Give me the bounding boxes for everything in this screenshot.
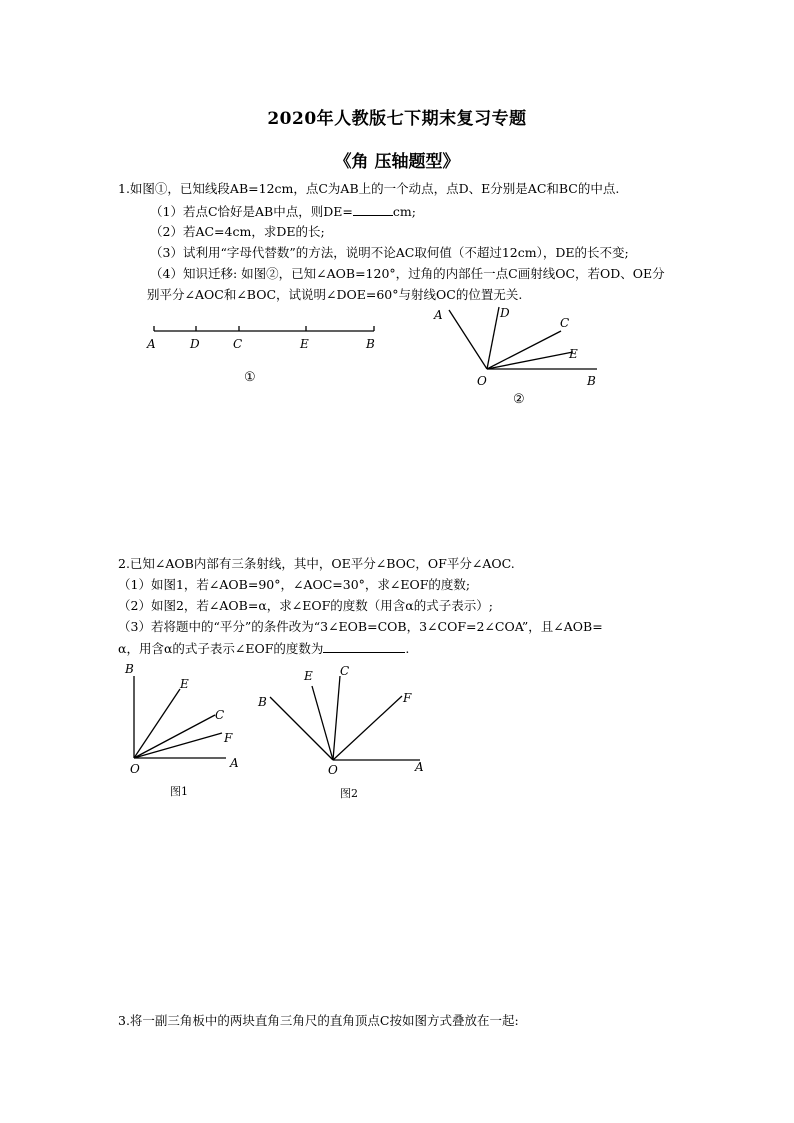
- label-c: C: [215, 708, 225, 722]
- label-e: E: [180, 677, 189, 691]
- q1-part4-line2: 别平分∠AOC和∠BOC，试说明∠DOE=60°与射线OC的位置无关.: [147, 287, 523, 302]
- label-b: B: [587, 374, 596, 388]
- ray-oa: [449, 310, 487, 369]
- ray-oc: [134, 715, 215, 758]
- q1-part1-unit: cm;: [392, 204, 416, 219]
- q2-figure1: [118, 662, 248, 802]
- label-a: A: [415, 760, 424, 774]
- ray-oe: [134, 689, 180, 758]
- q1-part1-blank: [353, 203, 393, 216]
- q2-part3-text: α，用含α的式子表示∠EOF的度数为: [118, 641, 324, 656]
- document-subtitle: 《角 压轴题型》: [334, 152, 460, 172]
- label-c: C: [340, 664, 350, 678]
- ray-of: [134, 733, 222, 758]
- label-b: B: [366, 337, 375, 351]
- q2-figure2: [250, 660, 430, 805]
- figure2-caption: 图2: [340, 787, 358, 800]
- q2-part3-blank: [323, 640, 405, 653]
- label-c: C: [560, 316, 570, 330]
- label-e: E: [569, 347, 578, 361]
- label-e: E: [304, 669, 313, 683]
- ray-oc: [487, 331, 561, 369]
- q2-part1: （1）如图1，若∠AOB=90°，∠AOC=30°，求∠EOF的度数;: [118, 577, 471, 592]
- label-f: F: [224, 731, 233, 745]
- label-a: A: [230, 756, 239, 770]
- ray-oc: [333, 676, 340, 760]
- figure2-caption: ②: [513, 392, 525, 407]
- q3-stem: 3.将一副三角板中的两块直角三角尺的直角顶点C按如图方式叠放在一起:: [118, 1013, 519, 1028]
- figure1-caption: ①: [244, 370, 256, 385]
- q1-part1: [150, 203, 416, 220]
- label-d: D: [500, 306, 510, 320]
- document-title: 2020年人教版七下期末复习专题: [267, 109, 527, 129]
- label-a: A: [147, 337, 156, 351]
- label-o: O: [477, 374, 487, 388]
- label-a: A: [434, 308, 443, 322]
- label-b: B: [258, 695, 267, 709]
- ray-of: [333, 696, 402, 760]
- q2-part3-line2: [118, 640, 409, 657]
- q1-part2: （2）若AC=4cm，求DE的长;: [150, 224, 325, 239]
- label-o: O: [130, 762, 140, 776]
- q1-stem: 1.如图①，已知线段AB=12cm，点C为AB上的一个动点，点D、E分别是AC和BC的中点.: [118, 181, 620, 196]
- label-f: F: [403, 691, 412, 705]
- figure1-caption: 图1: [170, 785, 188, 798]
- q2-part3-period: .: [405, 641, 410, 656]
- q2-part3-line1: （3）若将题中的“平分”的条件改为“3∠EOB=COB，3∠COF=2∠COA”，且∠AOB=: [118, 619, 603, 634]
- q1-part1-text: （1）若点C恰好是AB中点，则DE=: [150, 204, 353, 219]
- ray-od: [487, 307, 499, 369]
- q2-part2: （2）如图2，若∠AOB=α，求∠EOF的度数（用含α的式子表示）;: [118, 598, 493, 613]
- label-b: B: [125, 662, 134, 676]
- q1-part3: （3）试利用“字母代替数”的方法，说明不论AC取何值（不超过12cm），DE的长不变;: [150, 245, 629, 260]
- q1-part4-line1: （4）知识迁移: 如图②，已知∠AOB=120°，过角的内部任一点C画射线OC，若OD、OE分: [150, 266, 665, 281]
- label-e: E: [300, 337, 309, 351]
- label-d: D: [190, 337, 200, 351]
- q2-stem: 2.已知∠AOB内部有三条射线，其中，OE平分∠BOC，OF平分∠AOC.: [118, 556, 515, 571]
- ray-oe: [487, 352, 573, 369]
- q1-figure1: [140, 318, 390, 388]
- q1-figure2: [425, 305, 605, 410]
- label-o: O: [328, 763, 338, 777]
- label-c: C: [233, 337, 243, 351]
